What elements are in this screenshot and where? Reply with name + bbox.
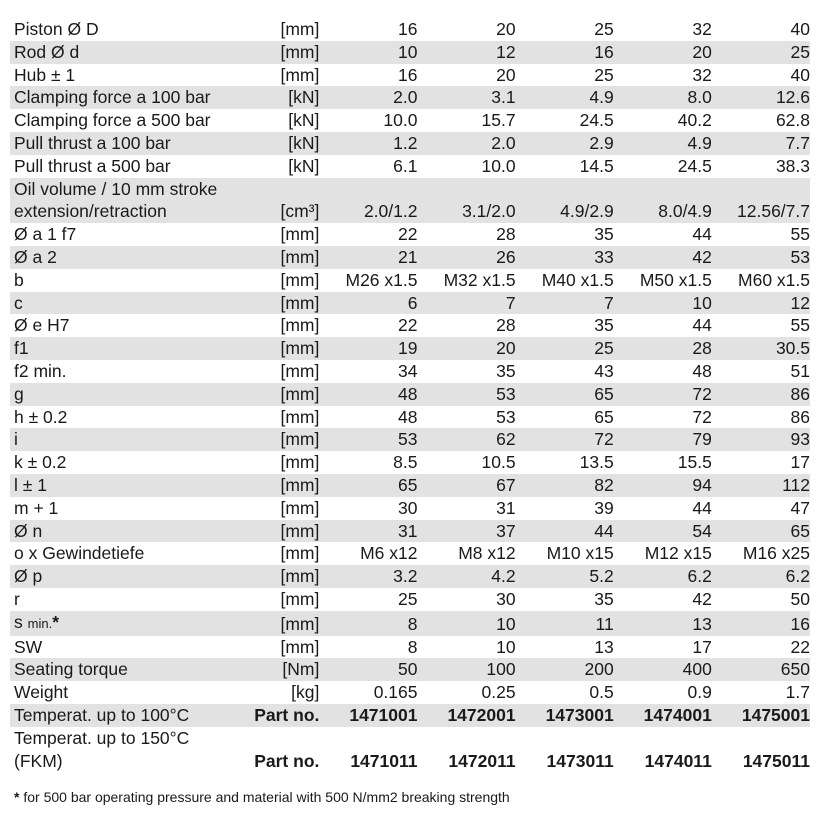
value-cell: 7	[516, 292, 614, 315]
row-unit: [mm]	[280, 452, 320, 473]
row-label	[10, 223, 237, 246]
row-label	[10, 132, 237, 155]
value-cell: 2.0	[417, 132, 515, 155]
row-label	[10, 520, 237, 543]
spec-row	[10, 132, 810, 155]
footnote-text: for 500 bar operating pressure and material with 500 N/mm2 breaking strength	[19, 789, 510, 805]
value-cell: 65	[594, 406, 614, 427]
row-unit: [mm]	[280, 224, 320, 245]
row-label-text: i	[14, 429, 18, 450]
value-cell: 25	[594, 19, 614, 39]
value-cell: 25	[516, 337, 614, 360]
value-cell: 6.2	[614, 565, 712, 588]
value-cell: 32	[692, 64, 712, 85]
value-cell: 44	[692, 497, 712, 518]
value-cell: 24.5	[677, 155, 712, 176]
row-label-line: extension/retraction	[14, 201, 167, 222]
value-cell: 10.0	[383, 110, 418, 131]
part-number-cell: 1473001	[516, 704, 614, 727]
row-label	[10, 246, 237, 269]
value-cell: M26 x1.5	[345, 269, 418, 290]
row-label	[10, 474, 237, 497]
value-cell: 100	[417, 658, 515, 681]
value-cell: 24.5	[579, 110, 614, 131]
value-cell: M40 x1.5	[541, 269, 614, 290]
value-cell: 62	[417, 428, 515, 451]
part-number-cell: 1475001	[712, 704, 810, 727]
row-label	[10, 155, 237, 178]
value-cell: 55	[790, 315, 810, 336]
value-cell: 6	[319, 292, 417, 315]
spec-row	[10, 109, 810, 132]
value-cell: 5.2	[516, 565, 614, 588]
part-number-cell: 1474001	[614, 704, 712, 727]
value-cell: 42	[692, 588, 712, 609]
value-cell: 53	[712, 246, 810, 269]
value-cell: 20	[614, 41, 712, 64]
footnote-mark: *	[14, 789, 20, 805]
value-cell: 17	[790, 452, 810, 473]
value-cell: 14.5	[579, 155, 614, 176]
row-label-text: b	[14, 269, 24, 290]
value-cell: 79	[614, 428, 712, 451]
spec-row	[10, 314, 810, 337]
value-cell: 20	[496, 19, 516, 39]
row-label-text: s	[14, 611, 23, 632]
row-label-text: Pull thrust a 500 bar	[14, 155, 171, 176]
value-cell: 10	[614, 292, 712, 315]
value-cell: 15.5	[677, 452, 712, 473]
value-cell: 53	[496, 406, 516, 427]
spec-row	[10, 360, 810, 383]
part-number-cell: 1472001	[417, 704, 515, 727]
row-label	[10, 178, 237, 224]
row-unit: [mm]	[237, 520, 319, 543]
row-label-text: f2 min.	[14, 360, 67, 381]
value-cell: M60 x1.5	[738, 269, 810, 290]
spec-row	[10, 155, 810, 178]
value-cell: 50	[790, 588, 810, 609]
value-cell: 25	[712, 41, 810, 64]
value-cell: 2.0/1.2	[319, 178, 417, 224]
value-cell: 7.7	[712, 132, 810, 155]
value-cell: 35	[594, 315, 614, 336]
row-label	[10, 588, 237, 611]
spec-row	[10, 474, 810, 497]
value-cell: 8.0/4.9	[614, 178, 712, 224]
row-label-text: Ø n	[14, 520, 43, 541]
value-cell: 65	[712, 520, 810, 543]
row-unit: [mm]	[237, 474, 319, 497]
value-cell: 53	[417, 383, 515, 406]
row-label	[10, 428, 237, 451]
row-unit: [mm]	[237, 565, 319, 588]
part-number-cell: 1474011	[644, 750, 712, 771]
row-label-text: c	[14, 292, 23, 313]
row-label-text: Pull thrust a 100 bar	[14, 132, 171, 153]
value-cell: 72	[516, 428, 614, 451]
value-cell: 4.9/2.9	[516, 178, 614, 224]
spec-row	[10, 588, 810, 611]
value-cell: 30.5	[712, 337, 810, 360]
row-label	[10, 704, 237, 727]
row-unit: [mm]	[280, 497, 320, 518]
value-cell: 650	[712, 658, 810, 681]
value-cell: 3.1	[417, 86, 515, 109]
value-cell: 10	[417, 611, 515, 636]
value-cell: 3.1/2.0	[417, 178, 515, 224]
row-label	[10, 542, 237, 565]
value-cell: 44	[692, 224, 712, 245]
value-cell: 17	[692, 636, 712, 657]
value-cell: 31	[496, 497, 516, 518]
value-cell: 22	[790, 636, 810, 657]
value-cell: 40.2	[677, 110, 712, 131]
value-cell: 0.165	[373, 682, 418, 703]
row-label-text: Ø a 1 f7	[14, 224, 77, 245]
row-label	[10, 337, 237, 360]
value-cell: 48	[319, 383, 417, 406]
row-unit: [mm]	[280, 636, 320, 657]
value-cell: 38.3	[775, 155, 810, 176]
spec-row	[10, 223, 810, 246]
row-unit: [mm]	[237, 428, 319, 451]
value-cell: 2.9	[516, 132, 614, 155]
row-unit: [mm]	[237, 246, 319, 269]
row-label-line: Temperat. up to 100°C	[14, 704, 190, 725]
value-cell: 4.9	[614, 132, 712, 155]
spec-row	[10, 428, 810, 451]
row-label	[10, 611, 237, 636]
spec-row	[10, 497, 810, 520]
value-cell: 19	[319, 337, 417, 360]
value-cell: M10 x15	[546, 543, 614, 564]
row-label-text: r	[14, 588, 20, 609]
value-cell: 8.5	[393, 452, 418, 473]
value-cell: 12	[712, 292, 810, 315]
value-cell: 4.2	[417, 565, 515, 588]
row-label-subscript: min.	[27, 615, 53, 631]
row-label	[10, 497, 237, 520]
value-cell: 12.56/7.7	[712, 178, 810, 224]
value-cell: 10	[496, 636, 516, 657]
value-cell: 40	[790, 19, 810, 39]
value-cell: 55	[790, 224, 810, 245]
row-label-text: h ± 0.2	[14, 406, 68, 427]
part-number-cell: 1471011	[350, 750, 418, 771]
value-cell: 2.0	[319, 86, 417, 109]
value-cell: 200	[516, 658, 614, 681]
part-number-cell: 1472011	[448, 750, 516, 771]
spec-row	[10, 542, 810, 565]
row-unit: [mm]	[280, 588, 320, 609]
row-label	[10, 451, 237, 474]
part-number-row	[10, 704, 810, 727]
value-cell: 67	[417, 474, 515, 497]
row-unit: [kN]	[288, 110, 320, 131]
value-cell: 10	[319, 41, 417, 64]
value-cell: 13.5	[579, 452, 614, 473]
value-cell: M6 x12	[360, 543, 418, 564]
row-unit: [mm]	[280, 315, 320, 336]
value-cell: 44	[692, 315, 712, 336]
value-cell: M16 x25	[742, 543, 810, 564]
value-cell: 35	[594, 224, 614, 245]
row-label-text: f1	[14, 338, 29, 359]
spec-row	[10, 383, 810, 406]
footnote-reference-mark: *	[52, 611, 59, 632]
value-cell: 40	[790, 64, 810, 85]
value-cell: M32 x1.5	[443, 269, 516, 290]
row-label	[10, 86, 237, 109]
value-cell: 35	[594, 588, 614, 609]
part-number-cell: 1473011	[546, 750, 614, 771]
row-label-line: Oil volume / 10 mm stroke	[14, 178, 218, 199]
value-cell: 12.6	[712, 86, 810, 109]
value-cell: 44	[516, 520, 614, 543]
value-cell: 93	[712, 428, 810, 451]
value-cell: 16	[398, 19, 418, 39]
value-cell: 7	[417, 292, 515, 315]
row-label	[10, 565, 237, 588]
row-label-text: Hub ± 1	[14, 64, 76, 85]
part-number-cell: 1475011	[742, 750, 810, 771]
value-cell: 21	[319, 246, 417, 269]
spec-row	[10, 611, 810, 636]
value-cell: 11	[516, 611, 614, 636]
part-number-cell: 1471001	[319, 704, 417, 727]
value-cell: 400	[614, 658, 712, 681]
row-label	[10, 406, 237, 429]
row-label-text: Seating torque	[14, 659, 128, 680]
spec-row	[10, 269, 810, 292]
value-cell: 86	[790, 406, 810, 427]
row-label	[10, 269, 237, 292]
value-cell: 16	[712, 611, 810, 636]
value-cell: 20	[417, 337, 515, 360]
part-number-row	[10, 727, 810, 773]
value-cell: 8.0	[614, 86, 712, 109]
spec-row	[10, 41, 810, 64]
value-cell: 65	[319, 474, 417, 497]
row-label-text: SW	[14, 636, 43, 657]
spec-row	[10, 451, 810, 474]
spec-row	[10, 178, 810, 224]
row-label-text: Ø e H7	[14, 315, 70, 336]
row-unit: [kN]	[288, 155, 320, 176]
row-unit: [mm]	[237, 383, 319, 406]
row-label	[10, 727, 237, 773]
row-label-line: Temperat. up to 150°C	[14, 727, 190, 748]
part-no-label: Part no.	[237, 704, 319, 727]
value-cell: 10.0	[481, 155, 516, 176]
row-unit: [mm]	[280, 19, 320, 39]
value-cell: 1.2	[319, 132, 417, 155]
footnote	[14, 789, 510, 805]
row-label-line: (FKM)	[14, 750, 63, 771]
value-cell: 0.9	[687, 682, 712, 703]
spec-row	[10, 681, 810, 704]
spec-row	[10, 64, 810, 87]
value-cell: 1.7	[785, 682, 810, 703]
value-cell: 82	[516, 474, 614, 497]
value-cell: 22	[398, 315, 418, 336]
value-cell: 30	[398, 497, 418, 518]
row-unit: [mm]	[237, 337, 319, 360]
row-unit: [mm]	[237, 611, 319, 636]
value-cell: 12	[417, 41, 515, 64]
value-cell: 47	[790, 497, 810, 518]
value-cell: 4.9	[516, 86, 614, 109]
row-label-text: l ± 1	[14, 474, 47, 495]
row-label-text: g	[14, 383, 24, 404]
value-cell: 32	[692, 19, 712, 39]
spec-row	[10, 565, 810, 588]
row-label	[10, 383, 237, 406]
value-cell: 72	[692, 406, 712, 427]
value-cell: 10.5	[481, 452, 516, 473]
value-cell: 25	[594, 64, 614, 85]
value-cell: 3.2	[319, 565, 417, 588]
spec-row	[10, 246, 810, 269]
value-cell: 35	[496, 360, 516, 381]
value-cell: 6.2	[712, 565, 810, 588]
value-cell: 25	[398, 588, 418, 609]
spec-row	[10, 18, 810, 41]
value-cell: 28	[614, 337, 712, 360]
value-cell: 31	[319, 520, 417, 543]
row-label-text: Clamping force a 100 bar	[14, 87, 211, 108]
value-cell: 72	[614, 383, 712, 406]
value-cell: 53	[319, 428, 417, 451]
value-cell: M8 x12	[458, 543, 516, 564]
spec-row	[10, 636, 810, 659]
row-unit: [mm]	[280, 64, 320, 85]
row-label	[10, 109, 237, 132]
spec-row	[10, 658, 810, 681]
row-label-text: Weight	[14, 682, 69, 703]
value-cell: 94	[614, 474, 712, 497]
value-cell: 16	[516, 41, 614, 64]
spec-row	[10, 86, 810, 109]
spec-row	[10, 520, 810, 543]
row-unit: [cm³]	[237, 178, 319, 224]
row-label-text: k ± 0.2	[14, 452, 67, 473]
part-no-label: Part no.	[254, 750, 320, 771]
value-cell: 48	[398, 406, 418, 427]
row-label	[10, 658, 237, 681]
value-cell: 42	[614, 246, 712, 269]
value-cell: 43	[594, 360, 614, 381]
value-cell: 28	[496, 224, 516, 245]
spec-row	[10, 292, 810, 315]
row-label-text: Ø a 2	[14, 246, 57, 267]
value-cell: M12 x15	[644, 543, 712, 564]
value-cell: 34	[398, 360, 418, 381]
spec-table	[10, 18, 810, 772]
value-cell: 51	[790, 360, 810, 381]
spec-row	[10, 406, 810, 429]
row-label	[10, 314, 237, 337]
spec-row	[10, 337, 810, 360]
value-cell: 8	[407, 636, 418, 657]
value-cell: 39	[594, 497, 614, 518]
row-label-text: Piston Ø D	[14, 19, 99, 39]
value-cell: 48	[692, 360, 712, 381]
row-label-text: o x Gewindetiefe	[14, 543, 145, 564]
value-cell: 28	[496, 315, 516, 336]
row-label	[10, 681, 237, 704]
value-cell: 33	[516, 246, 614, 269]
value-cell: 30	[496, 588, 516, 609]
value-cell: 22	[398, 224, 418, 245]
row-unit: [Nm]	[237, 658, 319, 681]
row-label	[10, 292, 237, 315]
value-cell: 16	[398, 64, 418, 85]
row-label	[10, 18, 237, 41]
row-unit: [mm]	[237, 292, 319, 315]
row-unit: [kN]	[237, 86, 319, 109]
value-cell: 62.8	[775, 110, 810, 131]
row-label-text: Ø p	[14, 566, 43, 587]
row-label-text: m + 1	[14, 497, 59, 518]
row-label	[10, 360, 237, 383]
row-label	[10, 636, 237, 659]
row-unit: [mm]	[280, 406, 320, 427]
value-cell: 0.25	[481, 682, 516, 703]
value-cell: 8	[319, 611, 417, 636]
value-cell: 112	[712, 474, 810, 497]
row-label-text: Rod Ø d	[14, 41, 80, 62]
value-cell: 26	[417, 246, 515, 269]
row-unit: [mm]	[280, 543, 320, 564]
value-cell: 13	[614, 611, 712, 636]
value-cell: 0.5	[589, 682, 614, 703]
value-cell: 13	[594, 636, 614, 657]
value-cell: M50 x1.5	[639, 269, 712, 290]
row-unit: [mm]	[280, 360, 320, 381]
row-unit: [kN]	[237, 132, 319, 155]
row-unit: [mm]	[237, 41, 319, 64]
value-cell: 20	[496, 64, 516, 85]
row-unit: [mm]	[280, 269, 320, 290]
value-cell: 6.1	[393, 155, 418, 176]
value-cell: 65	[516, 383, 614, 406]
value-cell: 86	[712, 383, 810, 406]
row-label-text: Clamping force a 500 bar	[14, 110, 211, 131]
row-label	[10, 41, 237, 64]
value-cell: 37	[417, 520, 515, 543]
value-cell: 15.7	[481, 110, 516, 131]
value-cell: 54	[614, 520, 712, 543]
row-unit: [kg]	[291, 682, 320, 703]
value-cell: 50	[319, 658, 417, 681]
row-label	[10, 64, 237, 87]
